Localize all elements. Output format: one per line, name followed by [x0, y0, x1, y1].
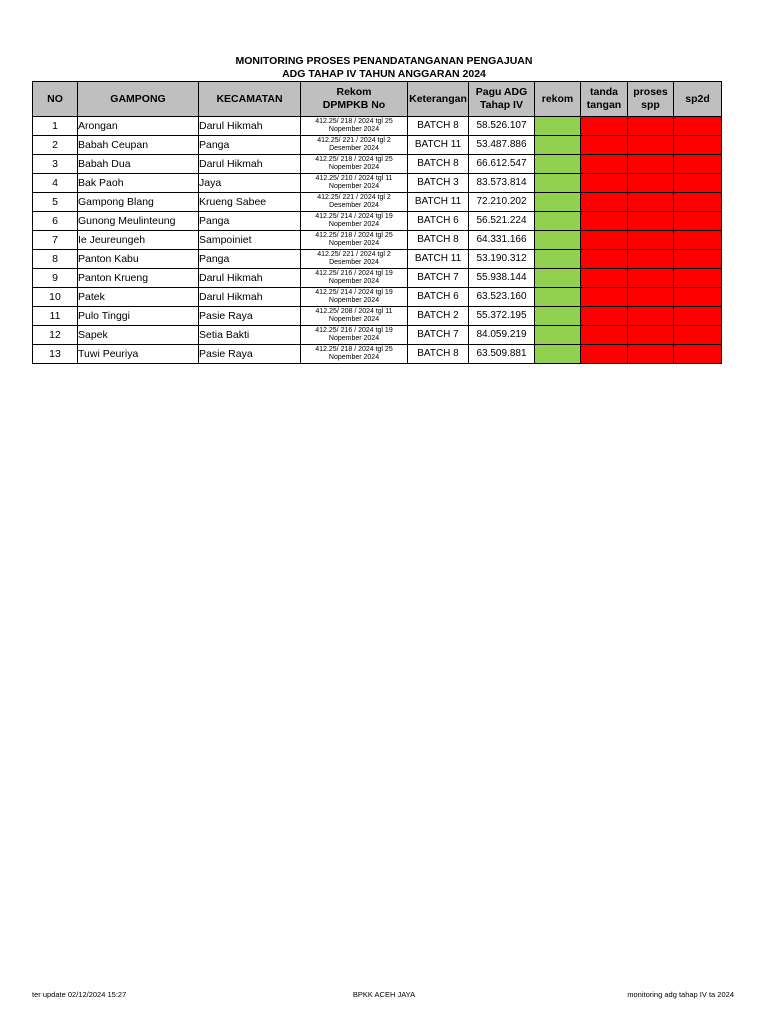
status-rekom — [535, 345, 581, 364]
cell-pagu: 83.573.814 — [469, 174, 535, 193]
status-rekom — [535, 136, 581, 155]
header-keterangan: Keterangan — [408, 82, 469, 117]
cell-keterangan: BATCH 8 — [408, 345, 469, 364]
status-proses-spp — [628, 326, 674, 345]
cell-no: 4 — [33, 174, 78, 193]
status-sp2d — [674, 307, 722, 326]
status-sp2d — [674, 193, 722, 212]
cell-kecamatan: Panga — [199, 136, 301, 155]
header-rekom: rekom — [535, 82, 581, 117]
status-rekom — [535, 250, 581, 269]
status-proses-spp — [628, 288, 674, 307]
cell-pagu: 84.059.219 — [469, 326, 535, 345]
status-rekom — [535, 288, 581, 307]
status-rekom — [535, 193, 581, 212]
cell-keterangan: BATCH 11 — [408, 136, 469, 155]
status-sp2d — [674, 155, 722, 174]
status-proses-spp — [628, 231, 674, 250]
header-row — [33, 82, 722, 117]
cell-no: 12 — [33, 326, 78, 345]
header-gampong: GAMPONG — [78, 82, 199, 117]
cell-gampong: Babah Dua — [78, 155, 199, 174]
status-tanda-tangan — [581, 307, 628, 326]
cell-rekom-no: 412.25/ 210 / 2024 tgl 11 Nopember 2024 — [301, 174, 408, 193]
cell-keterangan: BATCH 11 — [408, 193, 469, 212]
cell-no: 8 — [33, 250, 78, 269]
header-pagu: Pagu ADG Tahap IV — [469, 82, 535, 117]
cell-gampong: Patek — [78, 288, 199, 307]
header-no: NO — [33, 82, 78, 117]
table-row — [33, 250, 722, 269]
status-rekom — [535, 269, 581, 288]
status-rekom — [535, 326, 581, 345]
table-row — [33, 117, 722, 136]
table-row — [33, 212, 722, 231]
status-sp2d — [674, 212, 722, 231]
status-sp2d — [674, 269, 722, 288]
table-row — [33, 326, 722, 345]
status-sp2d — [674, 345, 722, 364]
cell-keterangan: BATCH 6 — [408, 212, 469, 231]
cell-pagu: 56.521.224 — [469, 212, 535, 231]
status-proses-spp — [628, 155, 674, 174]
status-rekom — [535, 231, 581, 250]
status-tanda-tangan — [581, 212, 628, 231]
cell-no: 6 — [33, 212, 78, 231]
table-row — [33, 155, 722, 174]
cell-gampong: Tuwi Peuriya — [78, 345, 199, 364]
header-sp2d: sp2d — [674, 82, 722, 117]
table-row — [33, 193, 722, 212]
cell-gampong: Bak Paoh — [78, 174, 199, 193]
table-body — [33, 117, 722, 364]
cell-no: 2 — [33, 136, 78, 155]
status-proses-spp — [628, 136, 674, 155]
status-proses-spp — [628, 212, 674, 231]
status-sp2d — [674, 250, 722, 269]
cell-kecamatan: Panga — [199, 212, 301, 231]
cell-no: 7 — [33, 231, 78, 250]
cell-rekom-no: 412.25/ 218 / 2024 tgl 25 Nopember 2024 — [301, 155, 408, 174]
status-tanda-tangan — [581, 155, 628, 174]
status-proses-spp — [628, 345, 674, 364]
status-tanda-tangan — [581, 345, 628, 364]
status-tanda-tangan — [581, 193, 628, 212]
cell-pagu: 53.487.886 — [469, 136, 535, 155]
header-rekom-no: Rekom DPMPKB No — [301, 82, 408, 117]
cell-gampong: Arongan — [78, 117, 199, 136]
cell-no: 5 — [33, 193, 78, 212]
cell-rekom-no: 412.25/ 214 / 2024 tgl 19 Nopember 2024 — [301, 212, 408, 231]
cell-rekom-no: 412.25/ 216 / 2024 tgl 19 Nopember 2024 — [301, 269, 408, 288]
status-tanda-tangan — [581, 269, 628, 288]
status-sp2d — [674, 231, 722, 250]
status-rekom — [535, 155, 581, 174]
cell-rekom-no: 412.25/ 218 / 2024 tgl 25 Nopember 2024 — [301, 117, 408, 136]
cell-gampong: Panton Kabu — [78, 250, 199, 269]
cell-gampong: Ie Jeureungeh — [78, 231, 199, 250]
cell-keterangan: BATCH 7 — [408, 326, 469, 345]
cell-no: 11 — [33, 307, 78, 326]
cell-kecamatan: Darul Hikmah — [199, 269, 301, 288]
table-row — [33, 269, 722, 288]
cell-keterangan: BATCH 8 — [408, 155, 469, 174]
status-rekom — [535, 117, 581, 136]
header-proses-spp: proses spp — [628, 82, 674, 117]
document-title — [0, 55, 768, 81]
cell-keterangan: BATCH 8 — [408, 117, 469, 136]
status-tanda-tangan — [581, 174, 628, 193]
header-tanda-tangan: tanda tangan — [581, 82, 628, 117]
cell-kecamatan: Sampoiniet — [199, 231, 301, 250]
cell-pagu: 64.331.166 — [469, 231, 535, 250]
cell-kecamatan: Darul Hikmah — [199, 155, 301, 174]
cell-kecamatan: Pasie Raya — [199, 345, 301, 364]
status-sp2d — [674, 288, 722, 307]
cell-pagu: 58.526.107 — [469, 117, 535, 136]
cell-kecamatan: Darul Hikmah — [199, 117, 301, 136]
footer-office: BPKK ACEH JAYA — [352, 990, 416, 999]
cell-kecamatan: Panga — [199, 250, 301, 269]
status-proses-spp — [628, 174, 674, 193]
cell-keterangan: BATCH 11 — [408, 250, 469, 269]
footer-doc-name: monitoring adg tahap IV ta 2024 — [627, 990, 734, 999]
status-tanda-tangan — [581, 117, 628, 136]
cell-rekom-no: 412.25/ 218 / 2024 tgl 25 Nopember 2024 — [301, 345, 408, 364]
cell-pagu: 53.190.312 — [469, 250, 535, 269]
cell-kecamatan: Darul Hikmah — [199, 288, 301, 307]
status-sp2d — [674, 136, 722, 155]
cell-rekom-no: 412.25/ 208 / 2024 tgl 11 Nopember 2024 — [301, 307, 408, 326]
table-row — [33, 345, 722, 364]
cell-gampong: Gampong Blang — [78, 193, 199, 212]
status-rekom — [535, 174, 581, 193]
table-row — [33, 307, 722, 326]
cell-no: 10 — [33, 288, 78, 307]
cell-keterangan: BATCH 2 — [408, 307, 469, 326]
title-line-1: MONITORING PROSES PENANDATANGANAN PENGAJUAN — [235, 55, 533, 67]
cell-gampong: Babah Ceupan — [78, 136, 199, 155]
status-tanda-tangan — [581, 326, 628, 345]
monitoring-table — [32, 81, 722, 364]
table-row — [33, 174, 722, 193]
status-tanda-tangan — [581, 288, 628, 307]
status-sp2d — [674, 117, 722, 136]
cell-rekom-no: 412.25/ 216 / 2024 tgl 19 Nopember 2024 — [301, 326, 408, 345]
cell-pagu: 55.372.195 — [469, 307, 535, 326]
table-row — [33, 288, 722, 307]
cell-pagu: 66.612.547 — [469, 155, 535, 174]
footer-updated: ter update 02/12/2024 15:27 — [32, 990, 127, 999]
cell-no: 9 — [33, 269, 78, 288]
cell-keterangan: BATCH 6 — [408, 288, 469, 307]
status-proses-spp — [628, 117, 674, 136]
cell-no: 3 — [33, 155, 78, 174]
title-line-2: ADG TAHAP IV TAHUN ANGGARAN 2024 — [282, 68, 486, 80]
cell-gampong: Pulo Tinggi — [78, 307, 199, 326]
status-rekom — [535, 307, 581, 326]
cell-keterangan: BATCH 7 — [408, 269, 469, 288]
status-sp2d — [674, 326, 722, 345]
status-tanda-tangan — [581, 250, 628, 269]
status-proses-spp — [628, 250, 674, 269]
status-proses-spp — [628, 269, 674, 288]
cell-pagu: 63.509.881 — [469, 345, 535, 364]
cell-gampong: Sapek — [78, 326, 199, 345]
cell-rekom-no: 412.25/ 218 / 2024 tgl 25 Nopember 2024 — [301, 231, 408, 250]
status-proses-spp — [628, 193, 674, 212]
cell-no: 1 — [33, 117, 78, 136]
status-sp2d — [674, 174, 722, 193]
cell-rekom-no: 412.25/ 221 / 2024 tgl 2 Desember 2024 — [301, 136, 408, 155]
table-row — [33, 231, 722, 250]
header-kecamatan: KECAMATAN — [199, 82, 301, 117]
status-proses-spp — [628, 307, 674, 326]
cell-rekom-no: 412.25/ 221 / 2024 tgl 2 Desember 2024 — [301, 193, 408, 212]
cell-pagu: 72.210.202 — [469, 193, 535, 212]
table-row — [33, 136, 722, 155]
cell-rekom-no: 412.25/ 214 / 2024 tgl 19 Nopember 2024 — [301, 288, 408, 307]
cell-rekom-no: 412.25/ 221 / 2024 tgl 2 Desember 2024 — [301, 250, 408, 269]
status-tanda-tangan — [581, 136, 628, 155]
cell-kecamatan: Setia Bakti — [199, 326, 301, 345]
status-tanda-tangan — [581, 231, 628, 250]
cell-gampong: Gunong Meulinteung — [78, 212, 199, 231]
cell-kecamatan: Krueng Sabee — [199, 193, 301, 212]
status-rekom — [535, 212, 581, 231]
cell-kecamatan: Pasie Raya — [199, 307, 301, 326]
cell-no: 13 — [33, 345, 78, 364]
cell-keterangan: BATCH 8 — [408, 231, 469, 250]
cell-keterangan: BATCH 3 — [408, 174, 469, 193]
cell-pagu: 63.523.160 — [469, 288, 535, 307]
cell-kecamatan: Jaya — [199, 174, 301, 193]
cell-pagu: 55.938.144 — [469, 269, 535, 288]
cell-gampong: Panton Krueng — [78, 269, 199, 288]
